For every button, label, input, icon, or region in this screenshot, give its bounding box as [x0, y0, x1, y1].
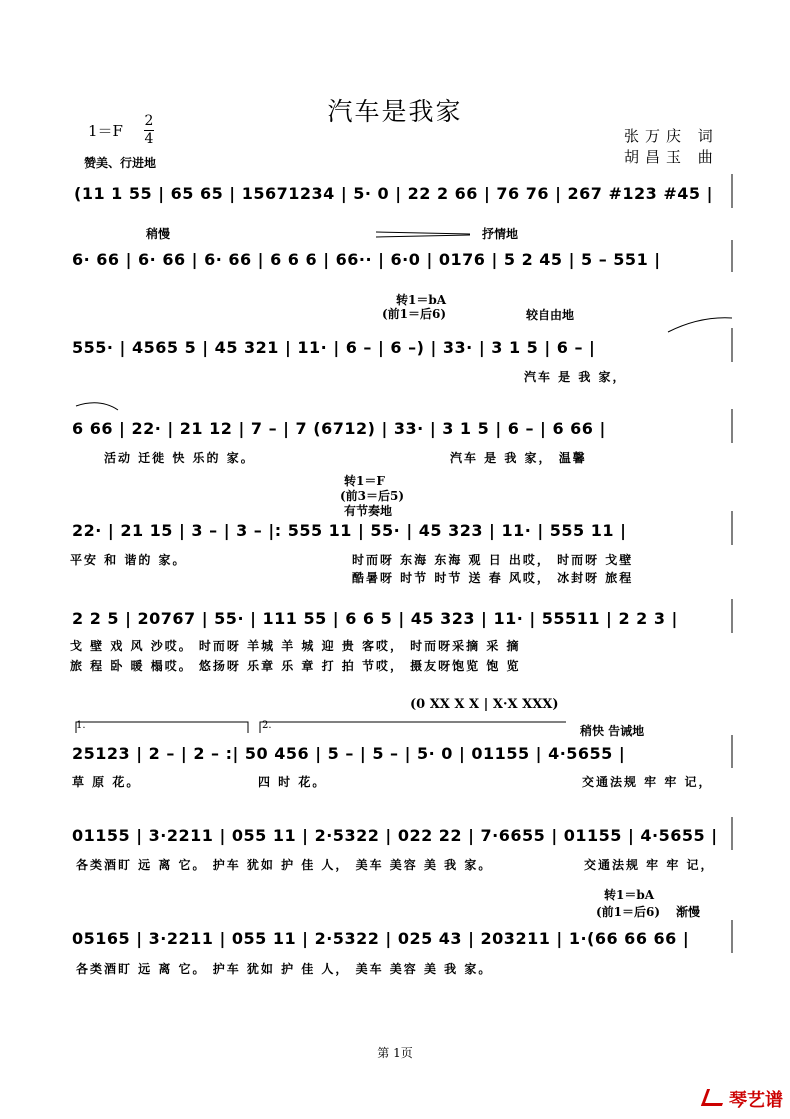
notes-system-9: 05165 | 3·2211 | 055 11 | 2·5322 | 025 43 | 203211 | 1·(66 66 66 | [72, 929, 690, 948]
lyrics-line-7b: 四 时 花。 [258, 775, 327, 789]
tempo-interlude: 有节奏地 [344, 504, 393, 518]
lyricist: 张万庆 词 [624, 127, 719, 145]
volta-bracket-2 [260, 722, 566, 733]
modulation-3a: 转1＝bA [604, 888, 655, 902]
lyrics-line-6b: 旅 程 卧 暖 榻哎。 悠扬呀 乐章 乐 章 打 拍 节哎， 摄友呀饱览 饱 览 [70, 659, 521, 673]
rhythm-pattern: (0 XX X X | X·X XXX) [410, 697, 559, 712]
notes-system-8: 01155 | 3·2211 | 055 11 | 2·5322 | 022 22 | 7·6655 | 01155 | 4·5655 | [72, 826, 718, 845]
lyrics-line-4b: 汽车 是 我 家， 温馨 [450, 451, 587, 465]
tie-arc-2 [76, 403, 118, 410]
volta-second: 2. [262, 720, 272, 731]
watermark-text: 琴艺谱 [729, 1090, 783, 1111]
lyrics-line-9: 各类酒盯 远 离 它。 护车 犹如 护 佳 人， 美车 美容 美 我 家。 [76, 962, 493, 976]
tempo-free: 较自由地 [526, 308, 575, 322]
tempo-lyrical: 抒情地 [482, 227, 519, 241]
modulation-2a: 转1＝F [344, 474, 385, 488]
notes-system-1: (11 1 55 | 65 65 | 15671234 | 5· 0 | 22 2 66 | 76 76 | 267 #123 #45 | [74, 184, 713, 203]
composer: 胡昌玉 曲 [624, 148, 719, 166]
volta-first: 1. [76, 720, 86, 731]
crescendo-mark-2 [376, 235, 470, 237]
notes-system-7: 25123 | 2 – | 2 – :| 50 456 | 5 – | 5 – | 5· 0 | 01155 | 4·5655 | [72, 744, 626, 763]
watermark-logo [704, 1086, 783, 1112]
crescendo-mark [376, 232, 470, 234]
meter-top: 2 [144, 113, 154, 129]
notes-system-6: 2 2 5 | 20767 | 55· | 111 55 | 6 6 5 | 45 323 | 11· | 55511 | 2 2 3 | [72, 609, 678, 628]
page-footer: 第 1页 [377, 1046, 413, 1060]
lyrics-line-8a: 各类酒盯 远 离 它。 护车 犹如 护 佳 人， 美车 美容 美 我 家。 [76, 858, 493, 872]
tempo-rit: 渐慢 [676, 905, 701, 919]
modulation-2b: (前3＝后5) [340, 489, 405, 503]
key-signature: 1＝F [88, 122, 123, 140]
notes-system-2: 6· 66 | 6· 66 | 6· 66 | 6 6 6 | 66·· | 6·0 | 0176 | 5 2 45 | 5 – 551 | [72, 250, 661, 269]
tempo-slow: 稍慢 [146, 227, 171, 241]
meter-bottom: 4 [144, 131, 154, 147]
lyrics-line-8b: 交通法规 牢 牢 记， [584, 858, 715, 872]
lyrics-line-4a: 活动 迁徙 快 乐的 家。 [104, 451, 255, 465]
lyrics-line-6a: 戈 壁 戏 风 沙哎。 时而呀 羊城 羊 城 迎 贵 客哎， 时而呀采摘 采 摘 [70, 639, 521, 653]
tempo-intro: 赞美、行进地 [84, 156, 157, 170]
lyrics-line-5a: 平安 和 谐的 家。 [70, 553, 187, 567]
tempo-faster: 稍快 告诫地 [580, 724, 645, 738]
lyrics-line-5b: 时而呀 东海 东海 观 日 出哎， 时而呀 戈壁 [352, 553, 634, 567]
notes-system-4: 6 66 | 22· | 21 12 | 7 – | 7 (6712) | 33· | 3 1 5 | 6 – | 6 66 | [72, 419, 606, 438]
modulation-1a: 转1＝bA [396, 293, 447, 307]
song-title: 汽车是我家 [327, 97, 463, 126]
lyrics-line-7c: 交通法规 牢 牢 记， [582, 775, 713, 789]
notes-system-5: 22· | 21 15 | 3 – | 3 – |: 555 11 | 55· | 45 323 | 11· | 555 11 | [72, 521, 627, 540]
lyrics-line-7a: 草 原 花。 [72, 775, 141, 789]
lyrics-line-3: 汽车 是 我 家， [524, 370, 627, 384]
notes-system-3: 555· | 4565 5 | 45 321 | 11· | 6 – | 6 –) | 33· | 3 1 5 | 6 – | [72, 338, 596, 357]
tie-arc [668, 318, 732, 332]
volta-bracket-1 [76, 722, 248, 733]
logo-icon [701, 1089, 728, 1106]
modulation-3b: (前1＝后6) [596, 905, 661, 919]
modulation-1b: (前1＝后6) [382, 307, 447, 321]
lyrics-line-5c: 酷暑呀 时节 时节 送 春 风哎， 冰封呀 旅程 [352, 571, 634, 585]
